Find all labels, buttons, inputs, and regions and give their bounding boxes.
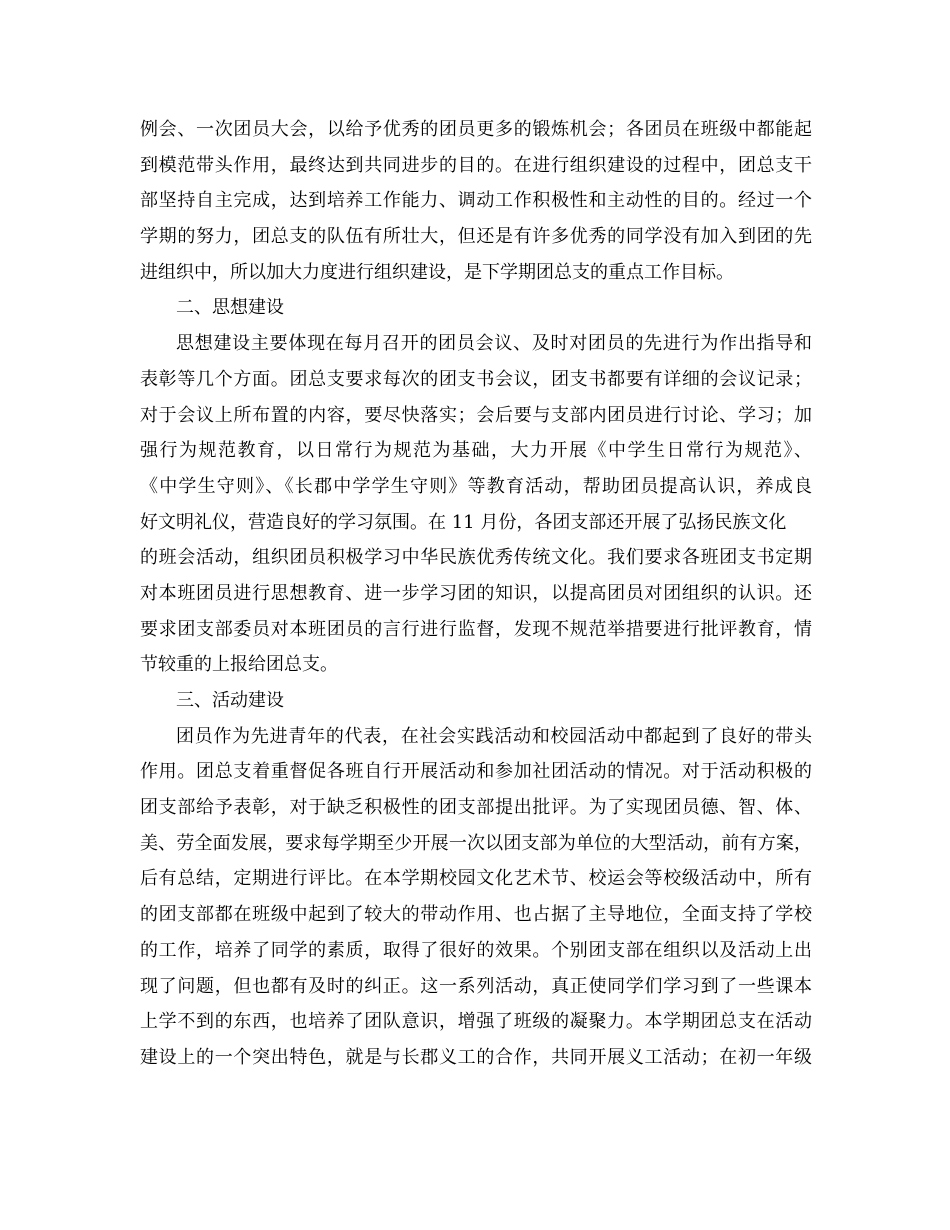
text-line: 的工作，培养了同学的素质，取得了很好的效果。个别团支部在组织以及活动上出 <box>140 939 812 961</box>
text-line: 节较重的上报给团总支。 <box>140 654 338 676</box>
text-line: 对于会议上所布置的内容，要尽快落实；会后要与支部内团员进行讨论、学习；加 <box>140 404 812 426</box>
text-line: 例会、一次团员大会，以给予优秀的团员更多的锻炼机会；各团员在班级中都能起 <box>140 119 812 140</box>
text-line: 后有总结，定期进行评比。在本学期校园文化艺术节、校运会等校级活动中，所有 <box>140 868 812 890</box>
section-heading: 三、活动建设 <box>176 690 284 711</box>
text-line: 强行为规范教育，以日常行为规范为基础，大力开展《中学生日常行为规范》、 <box>140 440 812 462</box>
text-line: 进组织中，所以加大力度进行组织建设，是下学期团总支的重点工作目标。 <box>140 261 734 283</box>
text-line: 美、劳全面发展，要求每学期至少开展一次以团支部为单位的大型活动，前有方案， <box>140 832 812 854</box>
text-line: 要求团支部委员对本班团员的言行进行监督，发现不规范举措要进行批评教育，情 <box>140 618 812 640</box>
text-line: 表彰等几个方面。团总支要求每次的团支书会议，团支书都要有详细的会议记录； <box>140 368 812 390</box>
text-line: 团支部给予表彰，对于缺乏积极性的团支部提出批评。为了实现团员德、智、体、 <box>140 797 812 819</box>
text-line: 好文明礼仪，营造良好的学习氛围。在 11 月份，各团支部还开展了弘扬民族文化 <box>140 511 787 533</box>
text-line: 上学不到的东西，也培养了团队意识，增强了班级的凝聚力。本学期团总支在活动 <box>140 1011 812 1033</box>
text-line: 建设上的一个突出特色，就是与长郡义工的合作，共同开展义工活动；在初一年级 <box>140 1046 812 1068</box>
section-heading: 二、思想建设 <box>176 297 284 319</box>
paragraph-activities <box>140 719 812 1076</box>
text-line: 团员作为先进青年的代表，在社会实践活动和校园活动中都起到了良好的带头 <box>176 725 812 747</box>
document-body <box>140 112 812 1076</box>
text-line: 现了问题，但也都有及时的纠正。这一系列活动，真正使同学们学习到了一些课本 <box>140 975 812 997</box>
text-line: 学期的努力，团总支的队伍有所壮大，但还是有许多优秀的同学没有加入到团的先 <box>140 226 812 248</box>
text-line: 《中学生守则》、《长郡中学学生守则》等教育活动，帮助团员提高认识，养成良 <box>140 475 812 497</box>
text-line: 对本班团员进行思想教育、进一步学习团的知识，以提高团员对团组织的认识。还 <box>140 582 812 604</box>
section-heading-activities <box>140 683 812 719</box>
text-line: 的团支部都在班级中起到了较大的带动作用、也占据了主导地位，全面支持了学校 <box>140 904 812 926</box>
text-line: 的班会活动，组织团员积极学习中华民族优秀传统文化。我们要求各班团支书定期 <box>140 547 812 569</box>
text-line: 作用。团总支着重督促各班自行开展活动和参加社团活动的情况。对于活动积极的 <box>140 761 812 783</box>
text-line: 思想建设主要体现在每月召开的团员会议、及时对团员的先进行为作出指导和 <box>176 333 812 355</box>
section-heading-ideology <box>140 290 812 326</box>
text-line: 部坚持自主完成，达到培养工作能力、调动工作积极性和主动性的目的。经过一个 <box>140 190 812 212</box>
paragraph-ideology <box>140 326 812 683</box>
text-line: 到模范带头作用，最终达到共同进步的目的。在进行组织建设的过程中，团总支干 <box>140 154 812 176</box>
paragraph-organization-continued <box>140 112 812 290</box>
